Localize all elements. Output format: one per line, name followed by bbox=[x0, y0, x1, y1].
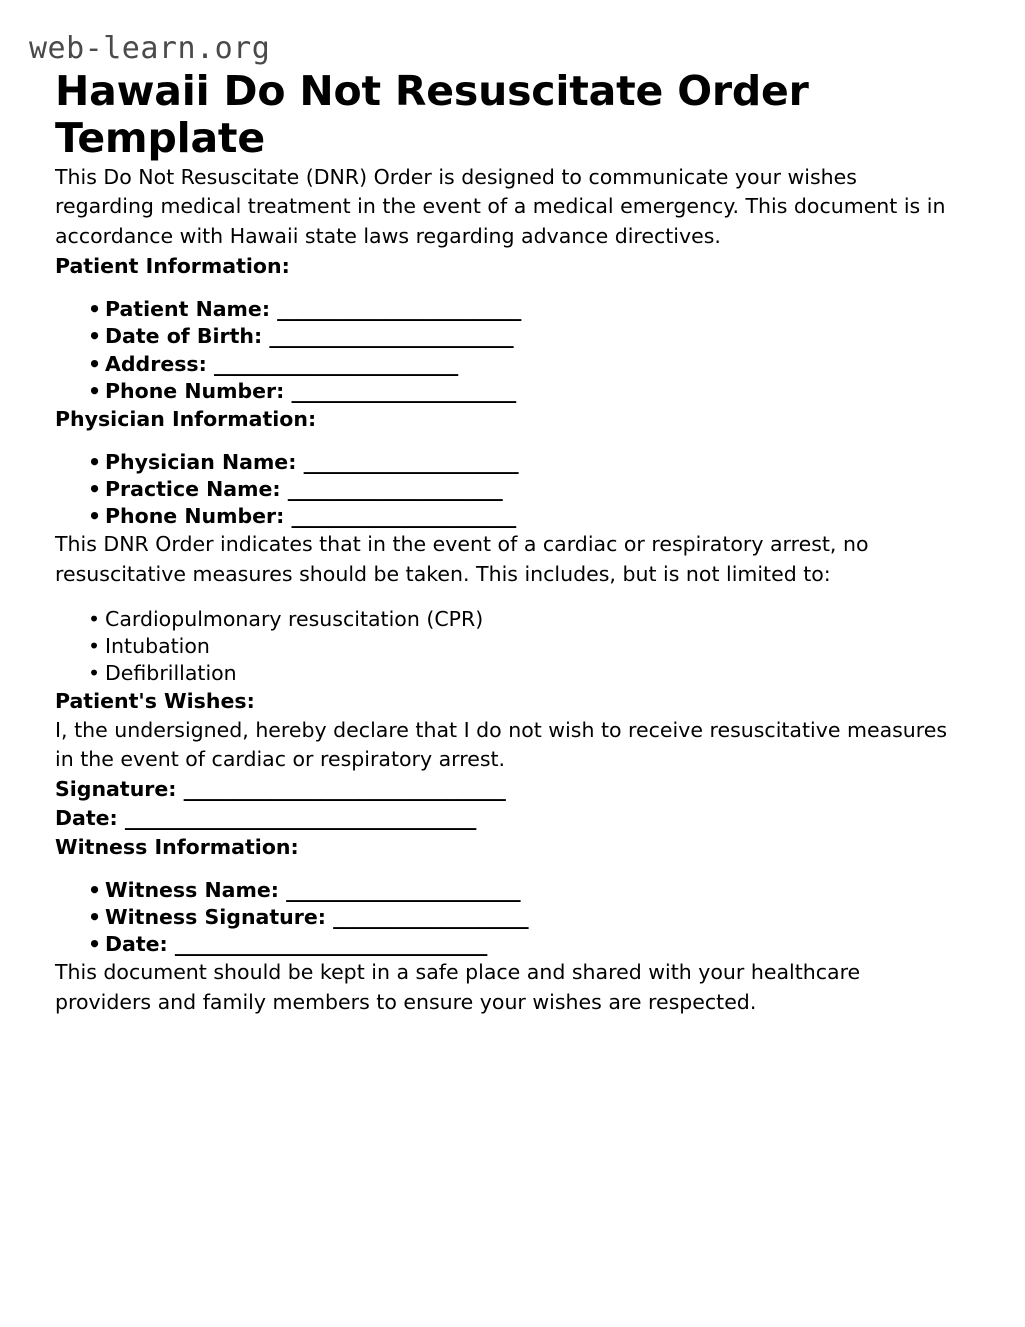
field-label: Date: bbox=[105, 932, 168, 957]
field-label: Phone Number: bbox=[105, 504, 285, 529]
dnr-statement-paragraph: This DNR Order indicates that in the event of a cardiac or respiratory arrest, no resuscitative measures should be taken. This includes, but is not limited to: bbox=[55, 532, 869, 587]
field-label: Physician Name: bbox=[105, 450, 297, 475]
closing-paragraph: This document should be kept in a safe place and shared with your healthcare providers and family members to ensure your wishes are respected. bbox=[55, 960, 861, 1015]
list-item bbox=[55, 904, 970, 931]
excluded-measures-list bbox=[55, 606, 970, 687]
field-label: Witness Signature: bbox=[105, 905, 326, 930]
field-blank[interactable]: ______________________ bbox=[287, 477, 503, 502]
page-title: Hawaii Do Not Resuscitate Order Template bbox=[55, 66, 809, 163]
signature-field-line bbox=[55, 775, 970, 804]
declaration-paragraph: I, the undersigned, hereby declare that I do not wish to receive resuscitative measures in the event of cardiac or respiratory arrest. bbox=[55, 717, 948, 772]
date-field-line bbox=[55, 804, 970, 833]
field-label: Witness Name: bbox=[105, 878, 279, 903]
list-item: • Cardiopulmonary resuscitation (CPR) bbox=[55, 606, 970, 633]
field-blank[interactable]: ________________________________ bbox=[174, 932, 487, 957]
list-item bbox=[55, 323, 970, 350]
field-blank[interactable]: _________________________ bbox=[277, 297, 521, 322]
field-label: Date of Birth: bbox=[105, 324, 263, 349]
list-item: • Defibrillation bbox=[55, 660, 970, 687]
witness-information-field-list bbox=[55, 877, 970, 958]
field-blank[interactable]: ______________________ bbox=[303, 450, 519, 475]
list-item bbox=[55, 476, 970, 503]
field-label: Phone Number: bbox=[105, 378, 285, 403]
intro-paragraph: This Do Not Resuscitate (DNR) Order is designed to communicate your wishes regarding medical treatment in the event of a medical emergency. This document is in accordance with Hawaii state laws regarding advance directives. bbox=[55, 164, 946, 249]
list-item bbox=[55, 931, 970, 958]
field-label: Practice Name: bbox=[105, 477, 281, 502]
section-heading-patient-information: Patient Information: bbox=[55, 253, 290, 278]
section-heading-witness-information: Witness Information: bbox=[55, 834, 299, 859]
site-watermark: web-learn.org bbox=[29, 31, 271, 66]
field-blank[interactable]: _______________________ bbox=[291, 504, 516, 529]
section-heading-patients-wishes: Patient's Wishes: bbox=[55, 689, 255, 714]
list-item bbox=[55, 378, 970, 405]
field-label: Patient Name: bbox=[105, 297, 271, 322]
field-blank[interactable]: _________________________ bbox=[213, 351, 458, 376]
field-blank[interactable]: ____________________ bbox=[333, 905, 529, 930]
list-item bbox=[55, 296, 970, 323]
patient-information-field-list bbox=[55, 296, 970, 404]
signature-blank[interactable]: _________________________________ bbox=[183, 777, 506, 802]
field-blank[interactable]: ________________________ bbox=[286, 878, 521, 903]
list-item bbox=[55, 351, 970, 378]
date-blank[interactable]: ____________________________________ bbox=[124, 805, 476, 830]
list-item: • Intubation bbox=[55, 633, 970, 660]
list-item bbox=[55, 449, 970, 476]
field-label: Signature: bbox=[55, 777, 177, 802]
field-label: Date: bbox=[55, 805, 118, 830]
field-blank[interactable]: _________________________ bbox=[269, 324, 514, 349]
field-blank[interactable]: _______________________ bbox=[291, 378, 516, 403]
list-item bbox=[55, 877, 970, 904]
section-heading-physician-information: Physician Information: bbox=[55, 406, 317, 431]
physician-information-field-list bbox=[55, 449, 970, 530]
document-content bbox=[0, 68, 1025, 1018]
field-label: Address: bbox=[105, 351, 207, 376]
list-item bbox=[55, 503, 970, 530]
